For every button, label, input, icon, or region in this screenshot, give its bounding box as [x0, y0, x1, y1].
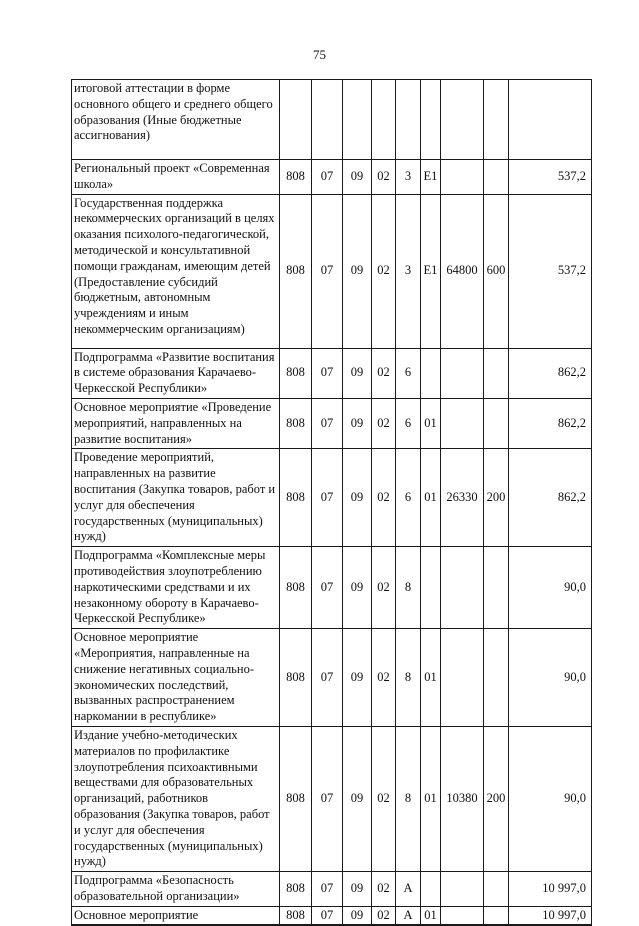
cell-direction-code: [441, 547, 484, 629]
cell-subsection-code: 09: [343, 348, 372, 398]
cell-subprogram-code: 3: [396, 160, 421, 195]
cell-subsection-code: 09: [343, 872, 372, 907]
cell-expense-type-code: [484, 629, 509, 727]
cell-ved-code: 808: [280, 906, 312, 925]
cell-amount: 537,2: [509, 194, 592, 348]
cell-expense-type-code: 600: [484, 194, 509, 348]
cell-section-code: 07: [312, 194, 343, 348]
cell-expense-type-code: [484, 547, 509, 629]
table-row: [72, 348, 592, 398]
cell-section-code: 07: [312, 906, 343, 925]
cell-name: Подпрограмма «Развитие воспитания в системе образования Карачаево-Черкесской Республики»: [72, 348, 280, 398]
cell-subsection-code: 09: [343, 194, 372, 348]
cell-expense-type-code: [484, 398, 509, 448]
cell-program-code: 02: [372, 872, 396, 907]
cell-direction-code: [441, 80, 484, 160]
cell-name: Издание учебно-методических материалов по профилактике злоупотребления психоактивными веществами для образовательных организаций, работников образования (Закупка товаров, работ и услуг для обеспечения государственных (муниципальных) нужд): [72, 726, 280, 871]
cell-amount: 90,0: [509, 726, 592, 871]
table-row: [72, 398, 592, 448]
cell-program-code: [372, 80, 396, 160]
cell-ved-code: 808: [280, 547, 312, 629]
cell-direction-code: [441, 906, 484, 925]
cell-expense-type-code: [484, 348, 509, 398]
cell-expense-type-code: 200: [484, 726, 509, 871]
cell-main-activity-code: 01: [421, 629, 441, 727]
cell-subprogram-code: А: [396, 872, 421, 907]
table-row: [72, 906, 592, 925]
cell-section-code: 07: [312, 398, 343, 448]
cell-ved-code: 808: [280, 398, 312, 448]
cell-section-code: [312, 80, 343, 160]
cell-subprogram-code: [396, 80, 421, 160]
cell-main-activity-code: [421, 872, 441, 907]
cell-ved-code: 808: [280, 160, 312, 195]
cell-name: Основное мероприятие: [72, 906, 280, 925]
cell-main-activity-code: [421, 348, 441, 398]
cell-program-code: 02: [372, 449, 396, 547]
cell-program-code: 02: [372, 398, 396, 448]
cell-section-code: 07: [312, 872, 343, 907]
cell-expense-type-code: [484, 906, 509, 925]
cell-amount: 10 997,0: [509, 872, 592, 907]
cell-program-code: 02: [372, 160, 396, 195]
table-row: [72, 80, 592, 160]
cell-name: Государственная поддержка некоммерческих организаций в целях оказания психолого-педагогической, методической и консультативной помощи гражданам, имеющим детей (Предоставление субсидий бюджетным, автономным учреждениям и иным некоммерческим организациям): [72, 194, 280, 348]
cell-main-activity-code: E1: [421, 160, 441, 195]
cell-program-code: 02: [372, 348, 396, 398]
cell-subsection-code: 09: [343, 398, 372, 448]
cell-main-activity-code: 01: [421, 726, 441, 871]
page-number: 75: [313, 47, 326, 62]
cell-section-code: 07: [312, 547, 343, 629]
cell-direction-code: 26330: [441, 449, 484, 547]
cell-subsection-code: 09: [343, 906, 372, 925]
cell-main-activity-code: [421, 547, 441, 629]
cell-name: Подпрограмма «Комплексные меры противодействия злоупотреблению наркотическими средствами и их незаконному обороту в Карачаево-Черкесской Республике»: [72, 547, 280, 629]
cell-amount: 90,0: [509, 547, 592, 629]
cell-section-code: 07: [312, 449, 343, 547]
table-row: [72, 160, 592, 195]
cell-ved-code: 808: [280, 348, 312, 398]
cell-subsection-code: 09: [343, 726, 372, 871]
cell-subprogram-code: 8: [396, 726, 421, 871]
cell-program-code: 02: [372, 547, 396, 629]
cell-ved-code: 808: [280, 194, 312, 348]
cell-subprogram-code: 6: [396, 398, 421, 448]
cell-direction-code: [441, 398, 484, 448]
cell-program-code: 02: [372, 726, 396, 871]
cell-amount: 10 997,0: [509, 906, 592, 925]
cell-expense-type-code: 200: [484, 449, 509, 547]
cell-main-activity-code: E1: [421, 194, 441, 348]
cell-ved-code: [280, 80, 312, 160]
cell-expense-type-code: [484, 80, 509, 160]
cell-main-activity-code: 01: [421, 906, 441, 925]
cell-name: Основное мероприятие «Мероприятия, направленные на снижение негативных социально-экономических последствий, вызванных распространением наркомании в республике»: [72, 629, 280, 727]
cell-amount: 862,2: [509, 398, 592, 448]
cell-direction-code: [441, 348, 484, 398]
cell-section-code: 07: [312, 160, 343, 195]
cell-subprogram-code: А: [396, 906, 421, 925]
cell-direction-code: [441, 160, 484, 195]
budget-table: [71, 79, 592, 926]
cell-program-code: 02: [372, 906, 396, 925]
table-row: [72, 547, 592, 629]
cell-subsection-code: 09: [343, 160, 372, 195]
cell-ved-code: 808: [280, 726, 312, 871]
cell-section-code: 07: [312, 629, 343, 727]
cell-direction-code: 10380: [441, 726, 484, 871]
cell-subprogram-code: 6: [396, 449, 421, 547]
cell-ved-code: 808: [280, 629, 312, 727]
cell-name: итоговой аттестации в форме основного общего и среднего общего образования (Иные бюджетные ассигнования): [72, 80, 280, 160]
table-row: [72, 194, 592, 348]
cell-ved-code: 808: [280, 449, 312, 547]
cell-subprogram-code: 3: [396, 194, 421, 348]
cell-amount: [509, 80, 592, 160]
cell-main-activity-code: [421, 80, 441, 160]
table-row: [72, 449, 592, 547]
cell-amount: 862,2: [509, 348, 592, 398]
cell-subsection-code: [343, 80, 372, 160]
cell-direction-code: 64800: [441, 194, 484, 348]
cell-program-code: 02: [372, 629, 396, 727]
cell-subsection-code: 09: [343, 547, 372, 629]
cell-subsection-code: 09: [343, 629, 372, 727]
cell-amount: 862,2: [509, 449, 592, 547]
cell-main-activity-code: 01: [421, 398, 441, 448]
cell-subprogram-code: 6: [396, 348, 421, 398]
cell-main-activity-code: 01: [421, 449, 441, 547]
cell-expense-type-code: [484, 160, 509, 195]
cell-expense-type-code: [484, 872, 509, 907]
cell-section-code: 07: [312, 726, 343, 871]
cell-direction-code: [441, 629, 484, 727]
cell-amount: 537,2: [509, 160, 592, 195]
cell-section-code: 07: [312, 348, 343, 398]
cell-name: Региональный проект «Современная школа»: [72, 160, 280, 195]
cell-subsection-code: 09: [343, 449, 372, 547]
table-row: [72, 872, 592, 907]
table-row: [72, 726, 592, 871]
cell-direction-code: [441, 872, 484, 907]
cell-program-code: 02: [372, 194, 396, 348]
cell-name: Проведение мероприятий, направленных на развитие воспитания (Закупка товаров, работ и услуг для обеспечения государственных (муниципальных) нужд): [72, 449, 280, 547]
table-row: [72, 629, 592, 727]
cell-name: Подпрограмма «Безопасность образовательной организации»: [72, 872, 280, 907]
cell-subprogram-code: 8: [396, 629, 421, 727]
cell-subprogram-code: 8: [396, 547, 421, 629]
cell-ved-code: 808: [280, 872, 312, 907]
budget-table-body: [72, 80, 592, 926]
cell-amount: 90,0: [509, 629, 592, 727]
cell-name: Основное мероприятие «Проведение мероприятий, направленных на развитие воспитания»: [72, 398, 280, 448]
